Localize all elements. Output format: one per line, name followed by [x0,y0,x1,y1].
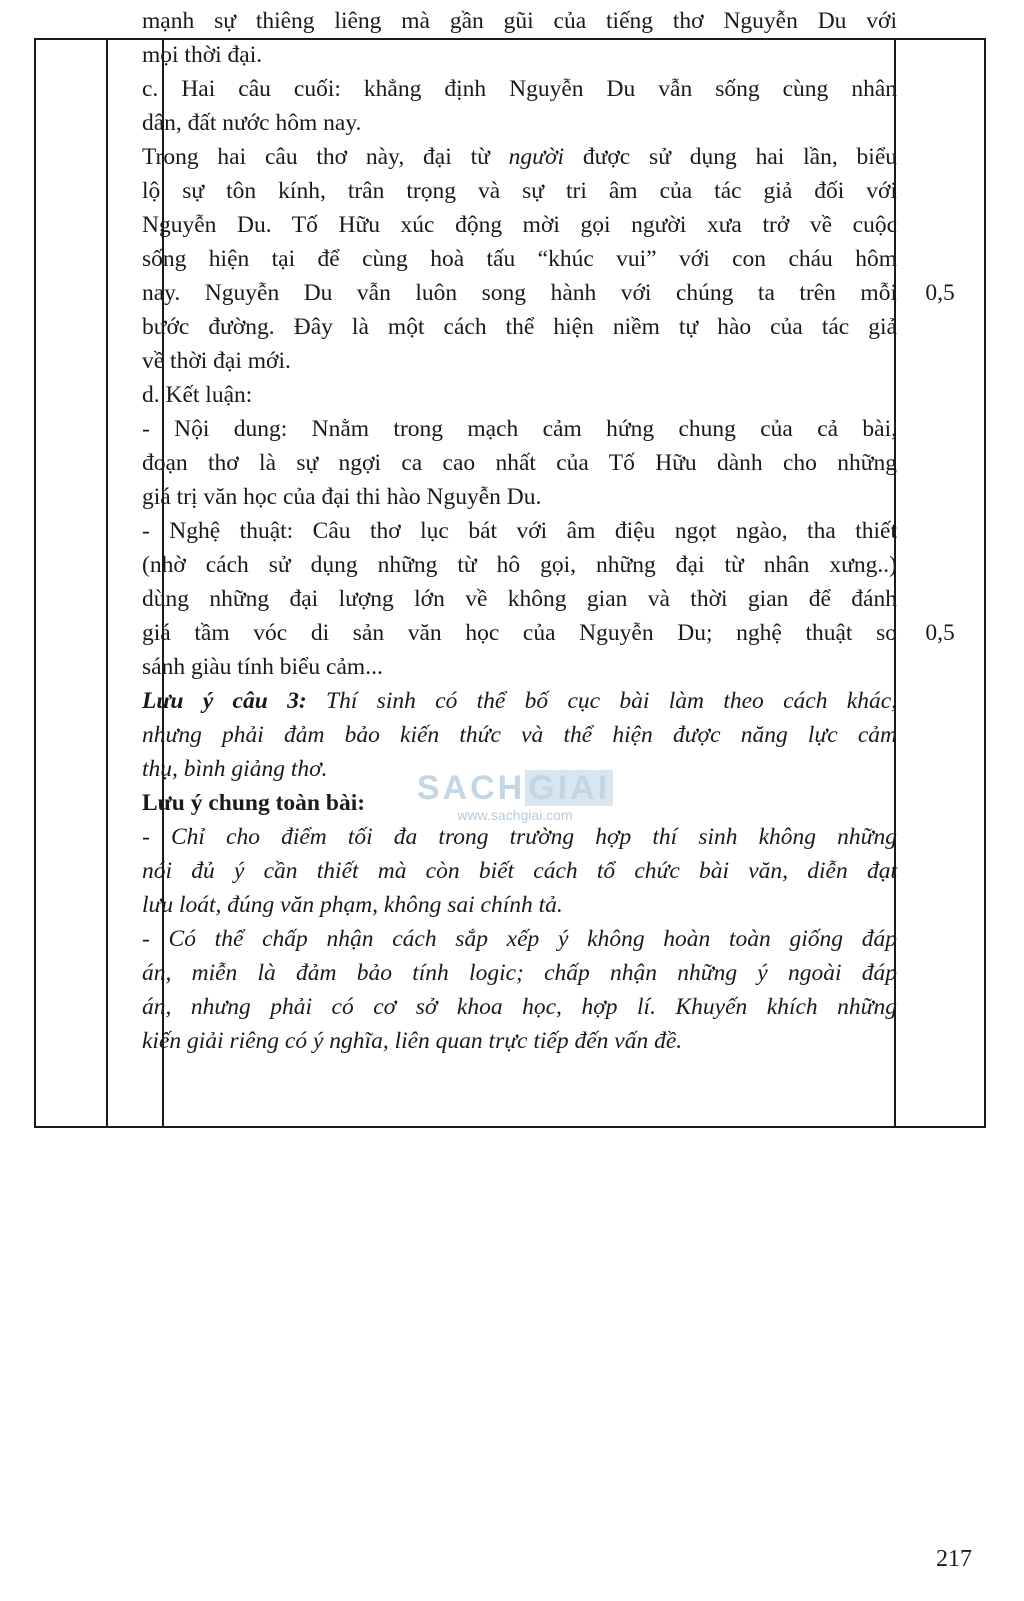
table-column-divider [106,40,108,1126]
content-line: Lưu ý chung toàn bài: [142,790,366,816]
content-line: d. Kết luận: [142,382,253,408]
content-line: Nguyễn Du. Tố Hữu xúc động mời gọi người xưa trở về cuộc [142,212,897,238]
content-line: bước đường. Đây là một cách thể hiện niềm tự hào của tác giả [142,314,897,340]
watermark-brand-left: SACH [416,769,526,807]
content-line: c. Hai câu cuối: khẳng định Nguyễn Du vẫn sống cùng nhân [142,76,897,102]
watermark-brand-right: GIAI [525,770,613,806]
content-line: lộ sự tôn kính, trân trọng và sự tri âm của tác giả đối với [142,178,897,204]
content-line: đoạn thơ là sự ngợi ca cao nhất của Tố Hữu dành cho những [142,450,897,476]
emphasized-word: người [508,144,565,170]
content-line: nhưng phải đảm bảo kiến thức và thể hiện được năng lực cảm [142,722,897,748]
content-line: sống hiện tại để cùng hoà tấu “khúc vui” với con cháu hôm [142,246,897,272]
note-heading: Lưu ý câu 3: [142,688,307,714]
score-value: 0,5 [925,280,955,306]
content-line: dùng những đại lượng lớn về không gian và thời gian để đánh [142,586,897,612]
content-line: - Nội dung: Nnằm trong mạch cảm hứng chung của cả bài, [142,416,897,442]
answer-content-cell [142,4,897,1058]
watermark-url: www.sachgiai.com [457,807,573,823]
content-line: nói đủ ý cần thiết mà còn biết cách tổ chức bài văn, diễn đạt [142,858,897,884]
content-line: - Có thể chấp nhận cách sắp xếp ý không hoàn toàn giống đáp [142,926,897,952]
content-line: thụ, bình giảng thơ. [142,756,328,782]
content-line: mạnh sự thiêng liêng mà gần gũi của tiếng thơ Nguyễn Du với [142,8,897,34]
content-line: - Chỉ cho điểm tối đa trong trường hợp thí sinh không những [142,824,897,850]
content-line: lưu loát, đúng văn phạm, không sai chính tả. [142,892,563,918]
content-line: mọi thời đại. [142,42,263,68]
content-line: - Nghệ thuật: Câu thơ lục bát với âm điệu ngọt ngào, tha thiết [142,518,897,544]
content-line: dân, đất nước hôm nay. [142,110,362,136]
score-value: 0,5 [925,620,955,646]
content-line: Trong hai câu thơ này, đại từ người được sử dụng hai lần, biểu [142,144,897,170]
content-line: giá tầm vóc di sản văn học của Nguyễn Du; nghệ thuật so [142,620,897,646]
content-line: (nhờ cách sử dụng những từ hô gọi, những đại từ nhân xưng..) [142,552,897,578]
content-line: án, miễn là đảm bảo tính logic; chấp nhận những ý ngoài đáp [142,960,897,986]
content-line: Lưu ý câu 3: Thí sinh có thể bố cục bài làm theo cách khác, [142,688,897,714]
content-line: án, nhưng phải có cơ sở khoa học, hợp lí. Khuyến khích những [142,994,897,1020]
content-line: sánh giàu tính biểu cảm... [142,654,383,680]
content-line: về thời đại mới. [142,348,291,374]
page-number: 217 [936,1546,972,1572]
content-line: nay. Nguyễn Du vẫn luôn song hành với chúng ta trên mỗi [142,280,897,306]
content-line: giá trị văn học của đại thi hào Nguyễn Du. [142,484,542,510]
content-line: kiến giải riêng có ý nghĩa, liên quan trực tiếp đến vấn đề. [142,1028,683,1054]
